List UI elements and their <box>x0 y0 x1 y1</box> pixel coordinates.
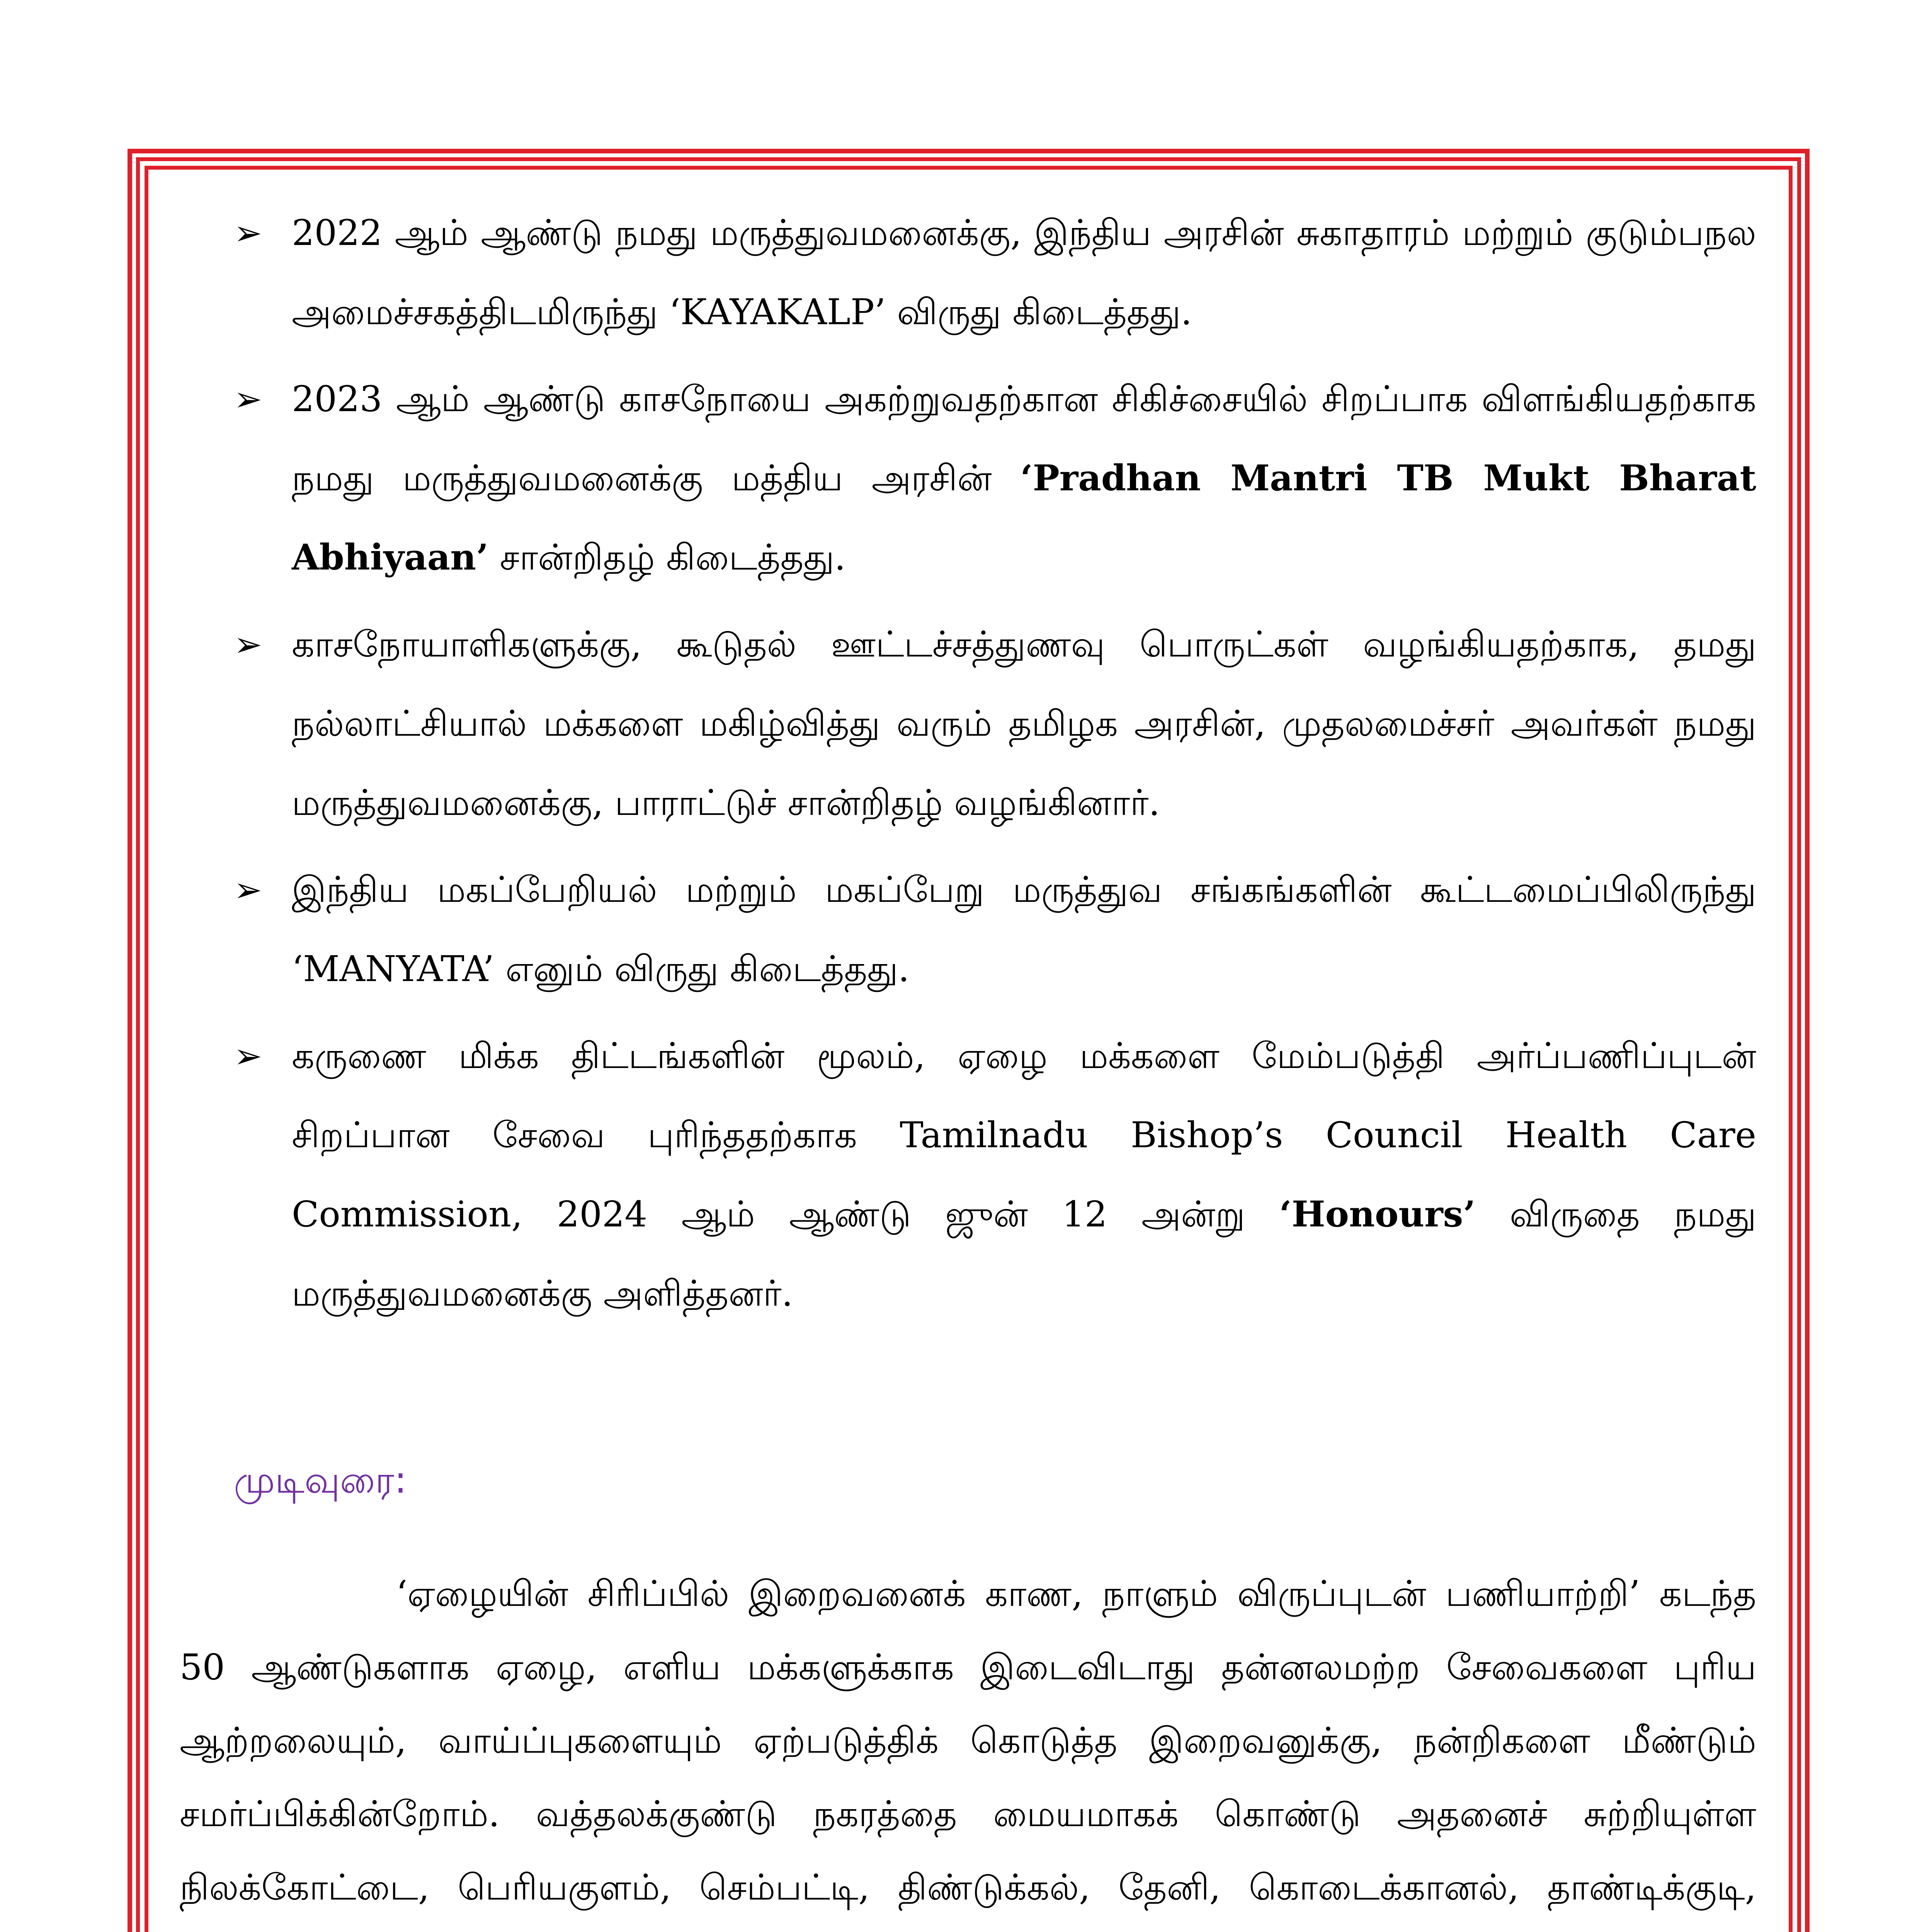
list-item-text: கருணை மிக்க திட்டங்களின் மூலம், ஏழை மக்களை மேம்படுத்தி அர்ப்பணிப்புடன் சிறப்பான சேவை புரிந்ததற்காக Tamilnadu Bishop’s Council Health Care Commission, 2024 ஆம் ஆண்டு ஜுன் 12 அன்று <box>292 1035 1756 1235</box>
list-item-text: காசநோயாளிகளுக்கு, கூடுதல் ஊட்டச்சத்துணவு பொருட்கள் வழங்கியதற்காக, தமது நல்லாட்சியால் மக்களை மகிழ்வித்து வரும் தமிழக அரசின், முதலமைச்சர் அவர்கள் நமது மருத்துவமனைக்கு, பாராட்டுச் சான்றிதழ் வழங்கினார். <box>292 624 1756 823</box>
arrow-bullet-icon: ➢ <box>234 213 262 253</box>
page-content <box>180 193 1756 1932</box>
arrow-bullet-icon: ➢ <box>234 379 262 419</box>
award-name: ‘Pradhan Mantri TB Mukt Bharat Abhiyaan’ <box>292 457 1756 578</box>
list-item <box>180 1016 1756 1333</box>
arrow-bullet-icon: ➢ <box>234 624 262 664</box>
list-item <box>180 850 1756 1009</box>
award-name: ‘Honours’ <box>1279 1193 1476 1235</box>
list-item-text: 2022 ஆம் ஆண்டு நமது மருத்துவமனைக்கு, இந்திய அரசின் சுகாதாரம் மற்றும் குடும்பநல அமைச்சகத்திடமிருந்து ‘KAYAKALP’ விருது கிடைத்தது. <box>292 212 1756 333</box>
arrow-bullet-icon: ➢ <box>234 1036 262 1076</box>
conclusion-paragraph: ‘ஏழையின் சிரிப்பில் இறைவனைக் காண, நாளும் விருப்புடன் பணியாற்றி’ கடந்த 50 ஆண்டுகளாக ஏழை, எளிய மக்களுக்காக இடைவிடாது தன்னலமற்ற சேவைகளை புரிய ஆற்றலையும், வாய்ப்புகளையும் ஏற்படுத்திக் கொடுத்த இறைவனுக்கு, நன்றிகளை மீண்டும் சமர்ப்பிக்கின்றோம். வத்தலக்குண்டு நகரத்தை மையமாகக் கொண்டு அதனைச் சுற்றியுள்ள நிலக்கோட்டை, பெரியகுளம், செம்பட்டி, திண்டுக்கல், தேனி, கொடைக்கானல், தாண்டிக்குடி, <box>180 1573 1756 1908</box>
list-item <box>180 193 1756 352</box>
achievements-list <box>180 193 1756 1333</box>
conclusion-heading: முடிவுரை: <box>234 1458 407 1502</box>
list-item-text: விருதை நமது மருத்துவமனைக்கு அளித்தனர். <box>292 1194 1756 1314</box>
list-item <box>180 605 1756 842</box>
list-item-text: சான்றிதழ் கிடைத்தது. <box>488 537 846 578</box>
arrow-bullet-icon: ➢ <box>234 870 262 910</box>
list-item <box>180 359 1756 597</box>
list-item-text: 2023 ஆம் ஆண்டு காசநோயை அகற்றுவதற்கான சிகிச்சையில் சிறப்பாக விளங்கியதற்காக நமது மருத்துவமனைக்கு மத்திய அரசின் <box>292 378 1756 499</box>
list-item-text: இந்திய மகப்பேறியல் மற்றும் மகப்பேறு மருத்துவ சங்கங்களின் கூட்டமைப்பிலிருந்து ‘MANYATA’ எனும் விருது கிடைத்தது. <box>292 869 1756 990</box>
